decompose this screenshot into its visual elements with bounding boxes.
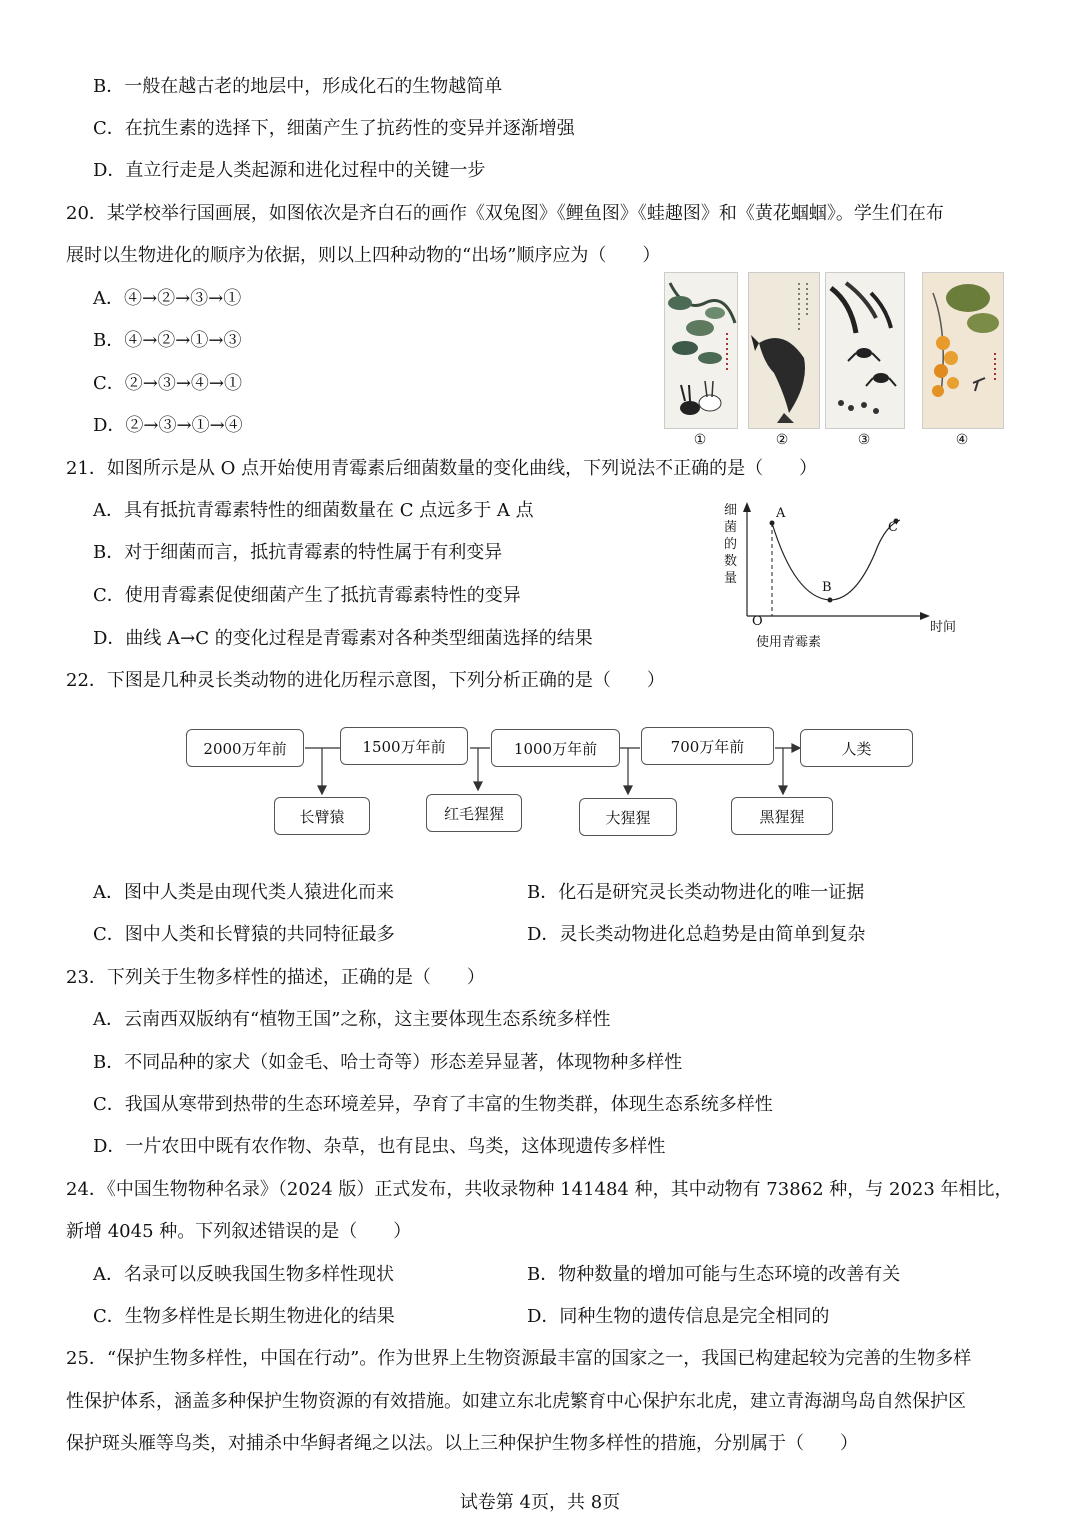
q19-option-b: B．一般在越古老的地层中，形成化石的生物越简单 xyxy=(93,76,503,97)
q22-option-c: C．图中人类和长臂猿的共同特征最多 xyxy=(93,924,395,945)
graph-ylabel-char: 细 xyxy=(724,503,738,518)
q21-option-c: C．使用青霉素促使细菌产生了抵抗青霉素特性的变异 xyxy=(93,585,521,606)
graph-point-b: B xyxy=(822,580,832,595)
q20-option-d: D．②→③→①→④ xyxy=(93,415,243,436)
q23-option-a: A．云南西双版纳有“植物王国”之称，这主要体现生态系统多样性 xyxy=(93,1009,611,1030)
q22-option-b: B．化石是研究灵长类动物进化的唯一证据 xyxy=(527,882,865,903)
flow-box-15m: 1500万年前 xyxy=(340,727,468,765)
q25-stem-line2: 性保护体系，涵盖多种保护生物资源的有效措施。如建立东北虎繁育中心保护东北虎，建立青海湖鸟岛自然保护区 xyxy=(66,1391,966,1412)
q20-option-a: A．④→②→③→① xyxy=(93,288,242,309)
flow-box-7m: 700万年前 xyxy=(641,727,774,765)
graph-origin: O xyxy=(752,614,763,629)
q22-option-d: D．灵长类动物进化总趋势是由简单到复杂 xyxy=(527,924,866,945)
q25-stem-line1: 25．“保护生物多样性，中国在行动”。作为世界上生物资源最丰富的国家之一，我国已构建起较为完善的生物多样 xyxy=(66,1348,972,1369)
painting-label-3: ③ xyxy=(857,432,871,448)
q24-option-b: B．物种数量的增加可能与生态环境的改善有关 xyxy=(527,1264,901,1285)
graph-point-a: A xyxy=(776,506,786,521)
painting-carp xyxy=(748,272,820,429)
q24-option-d: D．同种生物的遗传信息是完全相同的 xyxy=(527,1306,830,1327)
flow-box-20m: 2000万年前 xyxy=(186,729,304,767)
q19-option-c: C．在抗生素的选择下，细菌产生了抗药性的变异并逐渐增强 xyxy=(93,118,575,139)
q23-option-d: D．一片农田中既有农作物、杂草，也有昆虫、鸟类，这体现遗传多样性 xyxy=(93,1136,666,1157)
graph-ylabel-char: 数 xyxy=(724,554,738,569)
painting-frogs xyxy=(825,272,905,429)
q24-option-a: A．名录可以反映我国生物多样性现状 xyxy=(93,1264,394,1285)
graph-xlabel: 时间 xyxy=(930,620,957,635)
graph-ylabel-char: 的 xyxy=(724,537,738,552)
painting-grasshopper xyxy=(922,272,1004,429)
q22-evolution-diagram xyxy=(180,722,920,847)
painting-label-2: ② xyxy=(775,432,789,448)
q21-option-b: B．对于细菌而言，抵抗青霉素的特性属于有利变异 xyxy=(93,542,503,563)
q20-option-c: C．②→③→④→① xyxy=(93,373,243,394)
q20-paintings xyxy=(660,272,1005,452)
q22-stem: 22．下图是几种灵长类动物的进化历程示意图，下列分析正确的是（ ） xyxy=(66,670,665,691)
q24-stem-line2: 新增 4045 种。下列叙述错误的是（ ） xyxy=(66,1221,412,1242)
q22-option-a: A．图中人类是由现代类人猿进化而来 xyxy=(93,882,394,903)
q23-stem: 23．下列关于生物多样性的描述，正确的是（ ） xyxy=(66,967,485,988)
page-footer: 试卷第 4页，共 8页 xyxy=(459,1492,621,1513)
q20-option-b: B．④→②→①→③ xyxy=(93,330,242,351)
q23-option-c: C．我国从寒带到热带的生态环境差异，孕育了丰富的生物类群，体现生态系统多样性 xyxy=(93,1094,773,1115)
flow-box-orangutan: 红毛猩猩 xyxy=(426,794,522,832)
painting-label-4: ④ xyxy=(955,432,969,448)
q25-stem-line3: 保护斑头雁等鸟类，对捕杀中华鲟者绳之以法。以上三种保护生物多样性的措施，分别属于（ ） xyxy=(66,1433,858,1454)
graph-point-c: C xyxy=(888,520,898,535)
painting-label-1: ① xyxy=(693,432,707,448)
flow-box-10m: 1000万年前 xyxy=(491,729,620,767)
q21-bacteria-graph xyxy=(720,498,970,658)
painting-rabbits xyxy=(664,272,738,429)
q24-stem-line1: 24．《中国生物物种名录》（2024 版）正式发布，共收录物种 141484 种，其中动物有 73862 种，与 2023 年相比， xyxy=(66,1179,1013,1200)
q21-stem: 21．如图所示是从 O 点开始使用青霉素后细菌数量的变化曲线，下列说法不正确的是（ ） xyxy=(66,458,818,479)
graph-ylabel-char: 菌 xyxy=(724,520,738,535)
q19-option-d: D．直立行走是人类起源和进化过程中的关键一步 xyxy=(93,160,486,181)
q20-stem-line1: 20．某学校举行国画展，如图依次是齐白石的画作《双兔图》《鲤鱼图》《蛙趣图》和《黄花蝈蝈》。学生们在布 xyxy=(66,203,944,224)
flow-box-gibbon: 长臂猿 xyxy=(274,797,370,835)
flow-box-human: 人类 xyxy=(800,729,913,767)
flow-box-gorilla: 大猩猩 xyxy=(579,798,677,836)
flow-box-chimpanzee: 黑猩猩 xyxy=(731,797,833,835)
q21-option-d: D．曲线 A→C 的变化过程是青霉素对各种类型细菌选择的结果 xyxy=(93,628,593,649)
q21-option-a: A．具有抵抗青霉素特性的细菌数量在 C 点远多于 A 点 xyxy=(93,500,534,521)
q24-option-c: C．生物多样性是长期生物进化的结果 xyxy=(93,1306,395,1327)
q20-stem-line2: 展时以生物进化的顺序为依据，则以上四种动物的“出场”顺序应为（ ） xyxy=(66,245,661,266)
q23-option-b: B．不同品种的家犬（如金毛、哈士奇等）形态差异显著，体现物种多样性 xyxy=(93,1052,683,1073)
graph-start-label: 使用青霉素 xyxy=(756,635,822,650)
graph-ylabel-char: 量 xyxy=(724,571,738,586)
